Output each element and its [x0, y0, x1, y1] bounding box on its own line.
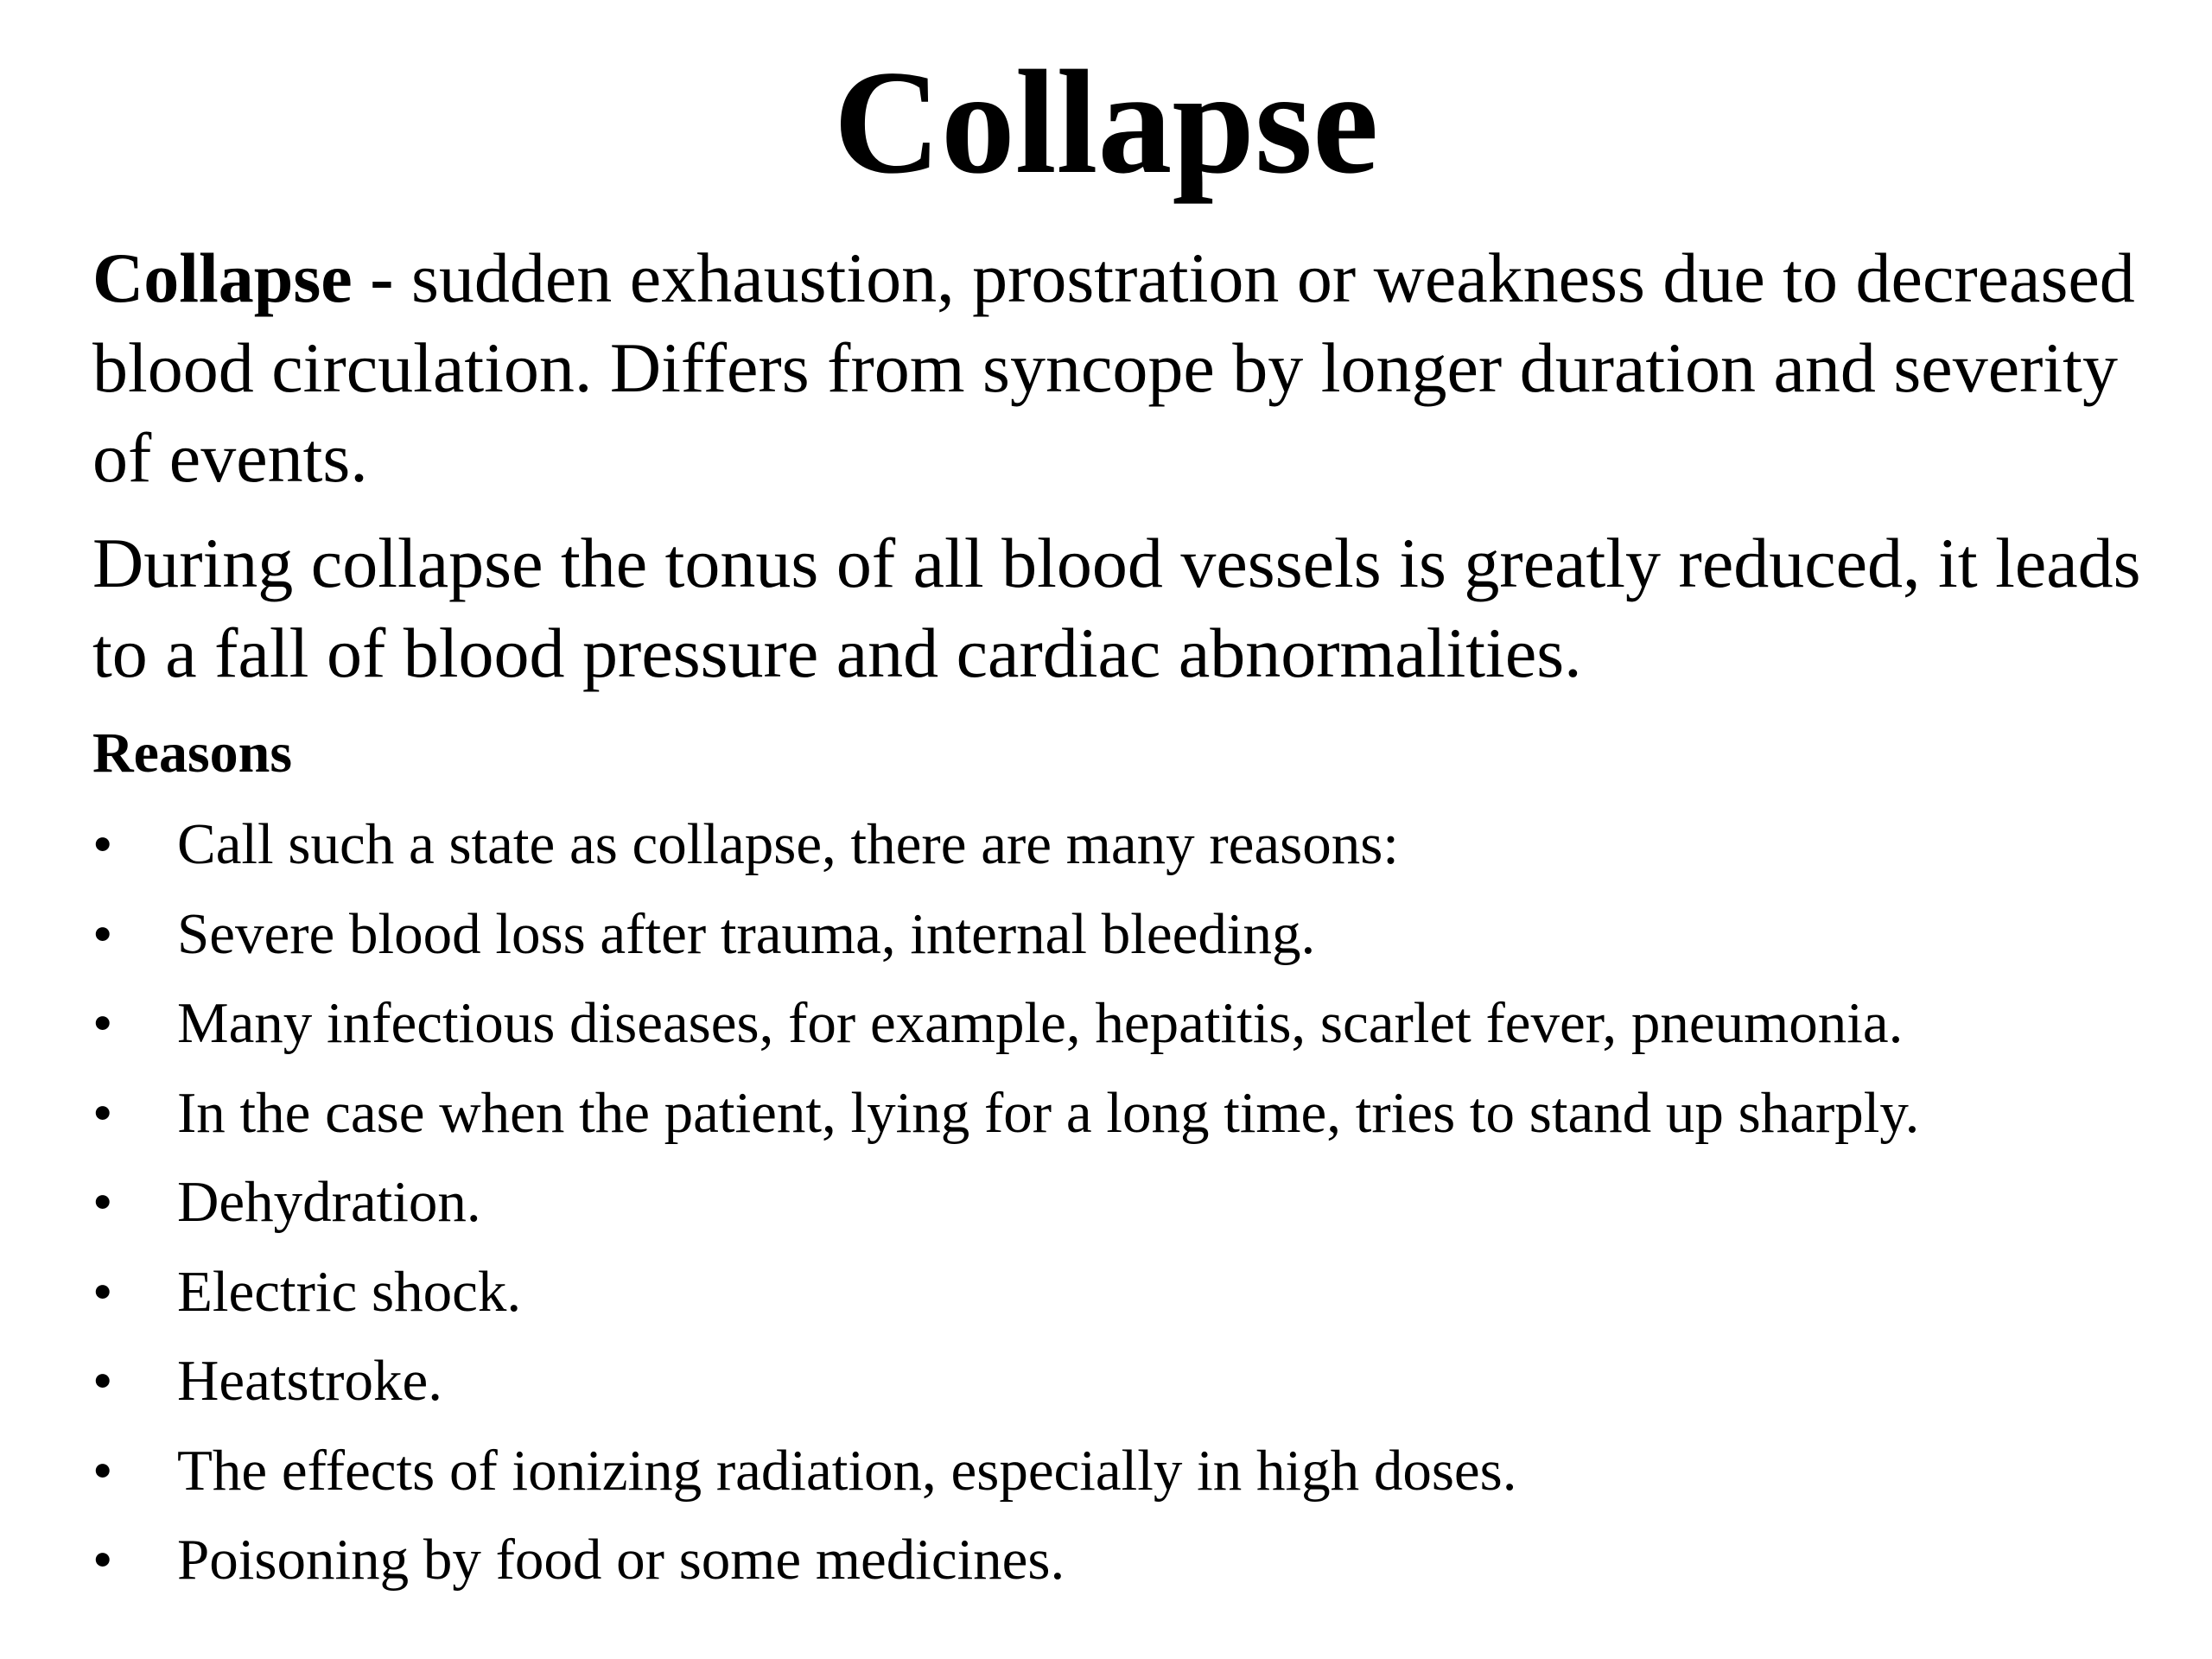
bullet-icon: •	[92, 1080, 113, 1145]
reason-item	[92, 979, 2149, 1069]
reason-item	[92, 1069, 2149, 1159]
reason-item	[92, 1516, 2149, 1605]
reasons-list	[92, 800, 2149, 1605]
definition-term: Collapse -	[92, 238, 411, 317]
reason-text: Heatstroke.	[177, 1349, 442, 1413]
bullet-icon: •	[92, 1349, 113, 1413]
slide-content	[92, 233, 2149, 1605]
reason-text: Many infectious diseases, for example, hepatitis, scarlet fever, pneumonia.	[177, 991, 1904, 1055]
reason-item	[92, 800, 2149, 890]
reason-item	[92, 1248, 2149, 1338]
reason-text: Severe blood loss after trauma, internal bleeding.	[177, 901, 1316, 966]
reason-item	[92, 890, 2149, 980]
reason-text: In the case when the patient, lying for a long time, tries to stand up sharply.	[177, 1080, 1920, 1145]
reason-item	[92, 1337, 2149, 1427]
reasons-heading: Reasons	[92, 721, 293, 785]
bullet-icon: •	[92, 1528, 113, 1592]
reason-item	[92, 1158, 2149, 1248]
slide-title: Collapse	[833, 41, 1379, 205]
bullet-icon: •	[92, 991, 113, 1055]
reason-text: Dehydration.	[177, 1170, 481, 1234]
definition-text: sudden exhaustion, prostration or weakness due to decreased blood circulation. Differs from syncope by longer duration and severity of events.	[92, 238, 2135, 497]
reason-text: Poisoning by food or some medicines.	[177, 1528, 1065, 1592]
bullet-icon: •	[92, 812, 113, 876]
reason-item	[92, 1427, 2149, 1516]
reason-text: Call such a state as collapse, there are many reasons:	[177, 812, 1399, 876]
definition-paragraph	[92, 233, 2149, 503]
bullet-icon: •	[92, 1170, 113, 1234]
mechanism-paragraph: During collapse the tonus of all blood vessels is greatly reduced, it leads to a fall of blood pressure and cardiac abnormalities.	[92, 524, 2141, 692]
bullet-icon: •	[92, 1438, 113, 1503]
bullet-icon: •	[92, 901, 113, 966]
reason-text: Electric shock.	[177, 1259, 522, 1324]
reason-text: The effects of ionizing radiation, especially in high doses.	[177, 1438, 1517, 1503]
bullet-icon: •	[92, 1259, 113, 1324]
